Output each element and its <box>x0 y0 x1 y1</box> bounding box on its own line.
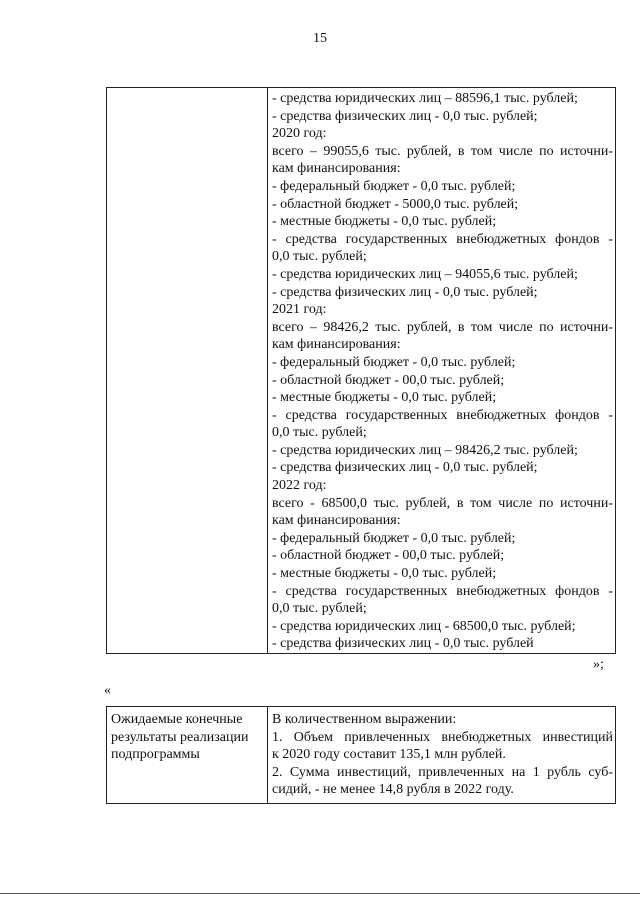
funding-line: - федеральный бюджет - 0,0 тыс. рублей; <box>272 178 516 194</box>
funding-line: - средства государственных внебюджетных фондов - <box>272 407 613 423</box>
funding-line: кам финансирования: <box>272 513 401 529</box>
funding-line: - средства физических лиц - 0,0 тыс. рублей <box>272 636 534 652</box>
funding-line: 0,0 тыс. рублей; <box>272 601 367 617</box>
results-table <box>106 706 616 804</box>
funding-line: - средства юридических лиц – 88596,1 тыс. рублей; <box>272 91 578 106</box>
funding-line: - средства физических лиц - 0,0 тыс. рублей; <box>272 460 538 476</box>
funding-line: 2021 год: <box>272 302 327 318</box>
funding-table <box>106 87 616 654</box>
funding-line: - местные бюджеты - 0,0 тыс. рублей; <box>272 214 497 230</box>
funding-line: всего – 98426,2 тыс. рублей, в том числе по источни- <box>272 319 613 335</box>
funding-line: - средства государственных внебюджетных фондов - <box>272 231 613 247</box>
closing-quote: »; <box>593 657 604 672</box>
funding-line: - областной бюджет - 00,0 тыс. рублей; <box>272 548 505 564</box>
results-line: к 2020 году составит 135,1 млн рублей. <box>272 747 506 763</box>
footer-rule <box>0 893 640 894</box>
results-label-line: подпрограммы <box>111 747 200 763</box>
funding-line: всего - 68500,0 тыс. рублей, в том числе по источни- <box>272 495 613 511</box>
results-line: 2. Сумма инвестиций, привлеченных на 1 рубль суб- <box>272 764 613 780</box>
funding-table-label-cell <box>107 88 268 654</box>
results-table-label-cell <box>107 707 268 804</box>
opening-quote: « <box>104 683 111 698</box>
funding-line: - средства физических лиц - 0,0 тыс. рублей; <box>272 284 538 300</box>
funding-table-content-cell <box>268 88 616 654</box>
funding-line: - федеральный бюджет - 0,0 тыс. рублей; <box>272 354 516 370</box>
funding-line: - федеральный бюджет - 0,0 тыс. рублей; <box>272 530 516 546</box>
funding-line: - средства физических лиц - 0,0 тыс. рублей; <box>272 108 538 124</box>
funding-line: - областной бюджет - 5000,0 тыс. рублей; <box>272 196 519 212</box>
results-line: В количественном выражении: <box>272 712 457 727</box>
results-lines <box>268 707 615 799</box>
funding-line: 2022 год: <box>272 478 327 494</box>
funding-line: - областной бюджет - 00,0 тыс. рублей; <box>272 372 505 388</box>
results-label-line: результаты реализации <box>111 729 249 745</box>
funding-line: 0,0 тыс. рублей; <box>272 425 367 441</box>
funding-line: - местные бюджеты - 0,0 тыс. рублей; <box>272 390 497 406</box>
funding-line: - средства юридических лиц – 98426,2 тыс. рублей; <box>272 442 578 458</box>
results-line: сидий, - не менее 14,8 рубля в 2022 году. <box>272 782 514 798</box>
funding-lines <box>268 88 615 653</box>
results-line: 1. Объем привлеченных внебюджетных инвестиций <box>272 729 613 745</box>
funding-line: всего – 99055,6 тыс. рублей, в том числе по источни- <box>272 143 613 159</box>
funding-line: - средства юридических лиц – 94055,6 тыс. рублей; <box>272 266 578 282</box>
funding-line: 0,0 тыс. рублей; <box>272 249 367 265</box>
funding-line: - местные бюджеты - 0,0 тыс. рублей; <box>272 566 497 582</box>
funding-line: кам финансирования: <box>272 161 401 177</box>
results-label-line: Ожидаемые конечные <box>111 712 243 727</box>
results-label <box>107 707 267 764</box>
funding-line: - средства государственных внебюджетных фондов - <box>272 583 613 599</box>
funding-line: - средства юридических лиц - 68500,0 тыс. рублей; <box>272 618 576 634</box>
page-number: 15 <box>313 31 327 46</box>
results-table-content-cell <box>268 707 616 804</box>
funding-line: 2020 год: <box>272 126 327 142</box>
funding-line: кам финансирования: <box>272 337 401 353</box>
